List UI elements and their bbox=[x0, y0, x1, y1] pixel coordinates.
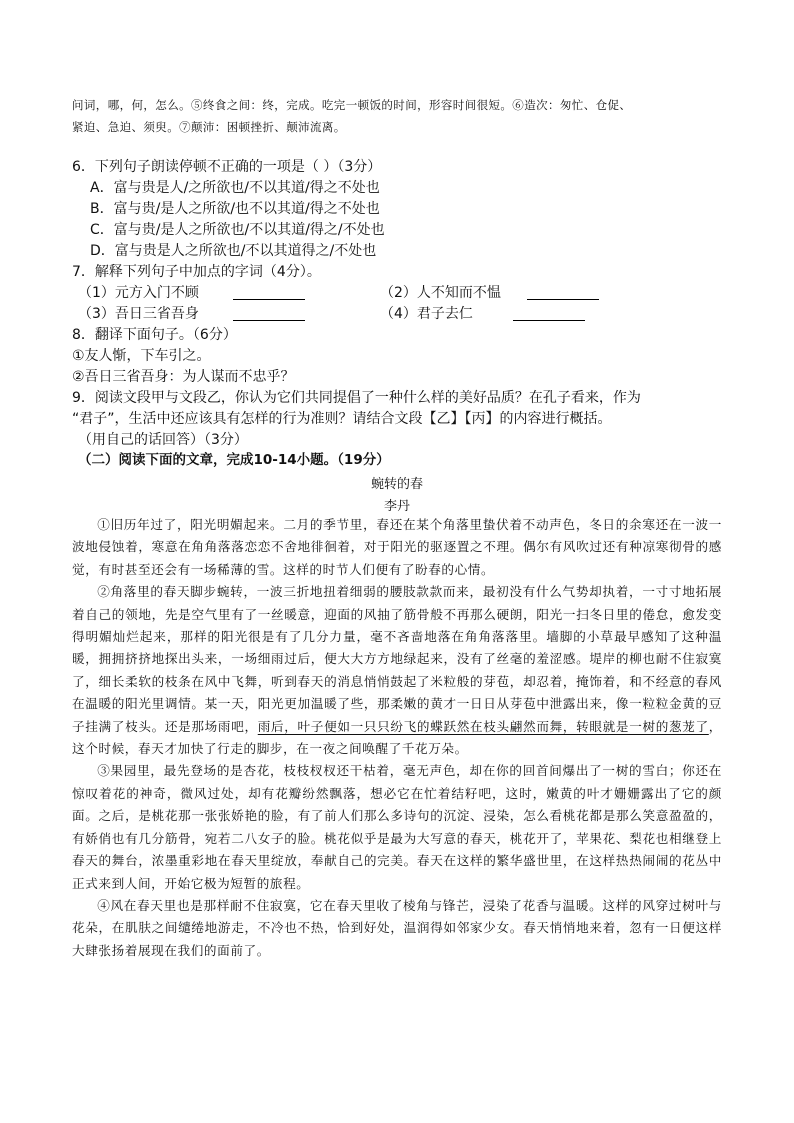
q8-item-2: ②吾日三省吾身：为人谋而不忠乎？ bbox=[72, 369, 295, 385]
question-block bbox=[72, 157, 722, 451]
question-9-line: （用自己的话回答）（3分） bbox=[78, 432, 248, 448]
article-author: 李丹 bbox=[383, 499, 410, 514]
q7-item-4: （4）君子去仁 bbox=[380, 306, 473, 322]
question-7-row bbox=[72, 283, 722, 304]
option-c: C．富与贵/是人之所欲也/不以其道/得之/不处也 bbox=[90, 222, 385, 238]
question-9-line: “君子”，生活中还应该具有怎样的行为准则？请结合文段【乙】【丙】的内容进行概括。 bbox=[72, 411, 612, 427]
answer-blank[interactable] bbox=[513, 306, 585, 321]
question-7-row bbox=[72, 304, 722, 325]
option-d: D．富与贵是人之所欲也/不以其道得之/不处也 bbox=[90, 243, 377, 259]
answer-blank[interactable] bbox=[233, 306, 305, 321]
q7-item-3: （3）吾日三省吾身 bbox=[78, 306, 199, 322]
note-line: 紧迫、急迫、须臾。⑦颠沛：困顿挫折、颠沛流离。 bbox=[72, 120, 346, 134]
question-7-stem: 7．解释下列句子中加点的字词（4分）。 bbox=[72, 264, 321, 280]
question-8-stem: 8．翻译下面句子。（6分） bbox=[72, 327, 237, 343]
option-b: B．富与贵/是人之所欲/也不以其道/得之不处也 bbox=[90, 201, 380, 217]
q7-item-1: （1）元方入门不顾 bbox=[78, 285, 199, 301]
question-9-line: 9．阅读文段甲与文段乙，你认为它们共同提倡了一种什么样的美好品质？在孔子看来，作为 bbox=[72, 390, 641, 406]
answer-blank[interactable] bbox=[233, 285, 305, 300]
option-a: A．富与贵是人/之所欲也/不以其道/得之不处也 bbox=[90, 180, 380, 196]
q8-item-1: ①友人惭，下车引之。 bbox=[72, 348, 211, 364]
paragraph-3: ③果园里，最先登场的是杏花，枝枝杈杈还干枯着，毫无声色，却在你的回首间爆出了一树的雪白；你还在惊叹着花的神奇，微风过处，却有花瓣纷然飘落，想必它在忙着结籽吧，这时，嫩黄的叶才姗姗露出了它的颜面。之后，是桃花那一张张娇艳的脸，有了前人们那么多诗句的沉淀、浸染，怎么看桃花都是那么笑意盈盈的，有娇俏也有几分筋骨，宛若二八女子的脸。桃花似乎是最为大写意的春天，桃花开了，苹果花、梨花也相继登上春天的舞台，浓墨重彩地在春天里绽放，奉献自己的完美。春天在这样的繁华盛世里，在这样热热闹闹的花丛中正式来到人间，开始它极为短暂的旅程。 bbox=[72, 763, 722, 891]
paragraph-1: ①旧历年过了，阳光明媚起来。二月的季节里，春还在某个角落里蛰伏着不动声色，冬日的余寒还在一波一波地侵蚀着，寒意在角角落落恋恋不舍地徘徊着，对于阳光的驱逐置之不理。偶尔有风吹过还有种凉寒彻骨的感觉，有时甚至还会有一场稀薄的雪。这样的时节人们便有了盼春的心情。 bbox=[72, 517, 722, 577]
section-heading: （二）阅读下面的文章，完成10-14小题。（19分） bbox=[78, 452, 390, 468]
question-6-stem: 6．下列句子朗读停顿不正确的一项是（ ）（3分） bbox=[72, 159, 382, 175]
underlined-sentence: 雨后，叶子便如一只只纷飞的蝶跃然在枝头翩然而舞，转眼就是一树的葱茏了 bbox=[257, 718, 709, 734]
paragraph-4: ④风在春天里也是那样耐不住寂寞，它在春天里收了棱角与锋芒，浸染了花香与温暖。这样的风穿过树叶与花朵，在肌肤之间缱绻地游走，不冷也不热，恰到好处，温润得如邻家少女。春天悄悄地来着，忽有一日便这样大肆张扬着展现在我们的面前了。 bbox=[72, 897, 722, 958]
paragraph-2: ②角落里的春天脚步蜿转，一波三折地扭着细弱的腰肢款款而来，最初没有什么气势却执着，一寸寸地拓展着自己的领地，先是空气里有了一丝暖意，迎面的风抽了筋骨般不再那么硬朗，阳光一扫冬日里的倦怠，愈发变得明媚灿烂起来，那样的阳光很是有了几分力量，毫不吝啬地落在角角落落里。墙脚的小草最早感知了这种温暖，拥拥挤挤地探出头来，一场细雨过后，便大大方方地绿起来，没有了丝毫的羞涩感。堤岸的柳也耐不住寂寞了，细长柔软的枝条在风中飞舞，听到春天的消息悄悄鼓起了米粒般的芽苞，却忍着，掩饰着，和不经意的春风在温暖的阳光里调情。某一天，阳光更加温暖了些，那柔嫩的黄才一日日从芽苞中泄露出来，像一粒粒金黄的豆子挂满了枝头。还是那场雨吧，雨后，叶子便如一只只纷飞的蝶跃然在枝头翩然而舞，转眼就是一树的葱茏了，这个时候，春天才加快了行走的脚步，在一夜之间唤醒了千花万朵。 bbox=[72, 584, 722, 757]
article-body bbox=[72, 514, 722, 962]
note-line: 问词，哪，何，怎么。⑤终食之间：终，完成。吃完一顿饭的时间，形容时间很短。⑥造次：匆忙、仓促、 bbox=[72, 98, 632, 112]
annotation-notes bbox=[72, 94, 722, 138]
q7-item-2: （2）人不知而不愠 bbox=[380, 285, 501, 301]
answer-blank[interactable] bbox=[527, 285, 599, 300]
article-title: 蜿转的春 bbox=[370, 477, 423, 492]
